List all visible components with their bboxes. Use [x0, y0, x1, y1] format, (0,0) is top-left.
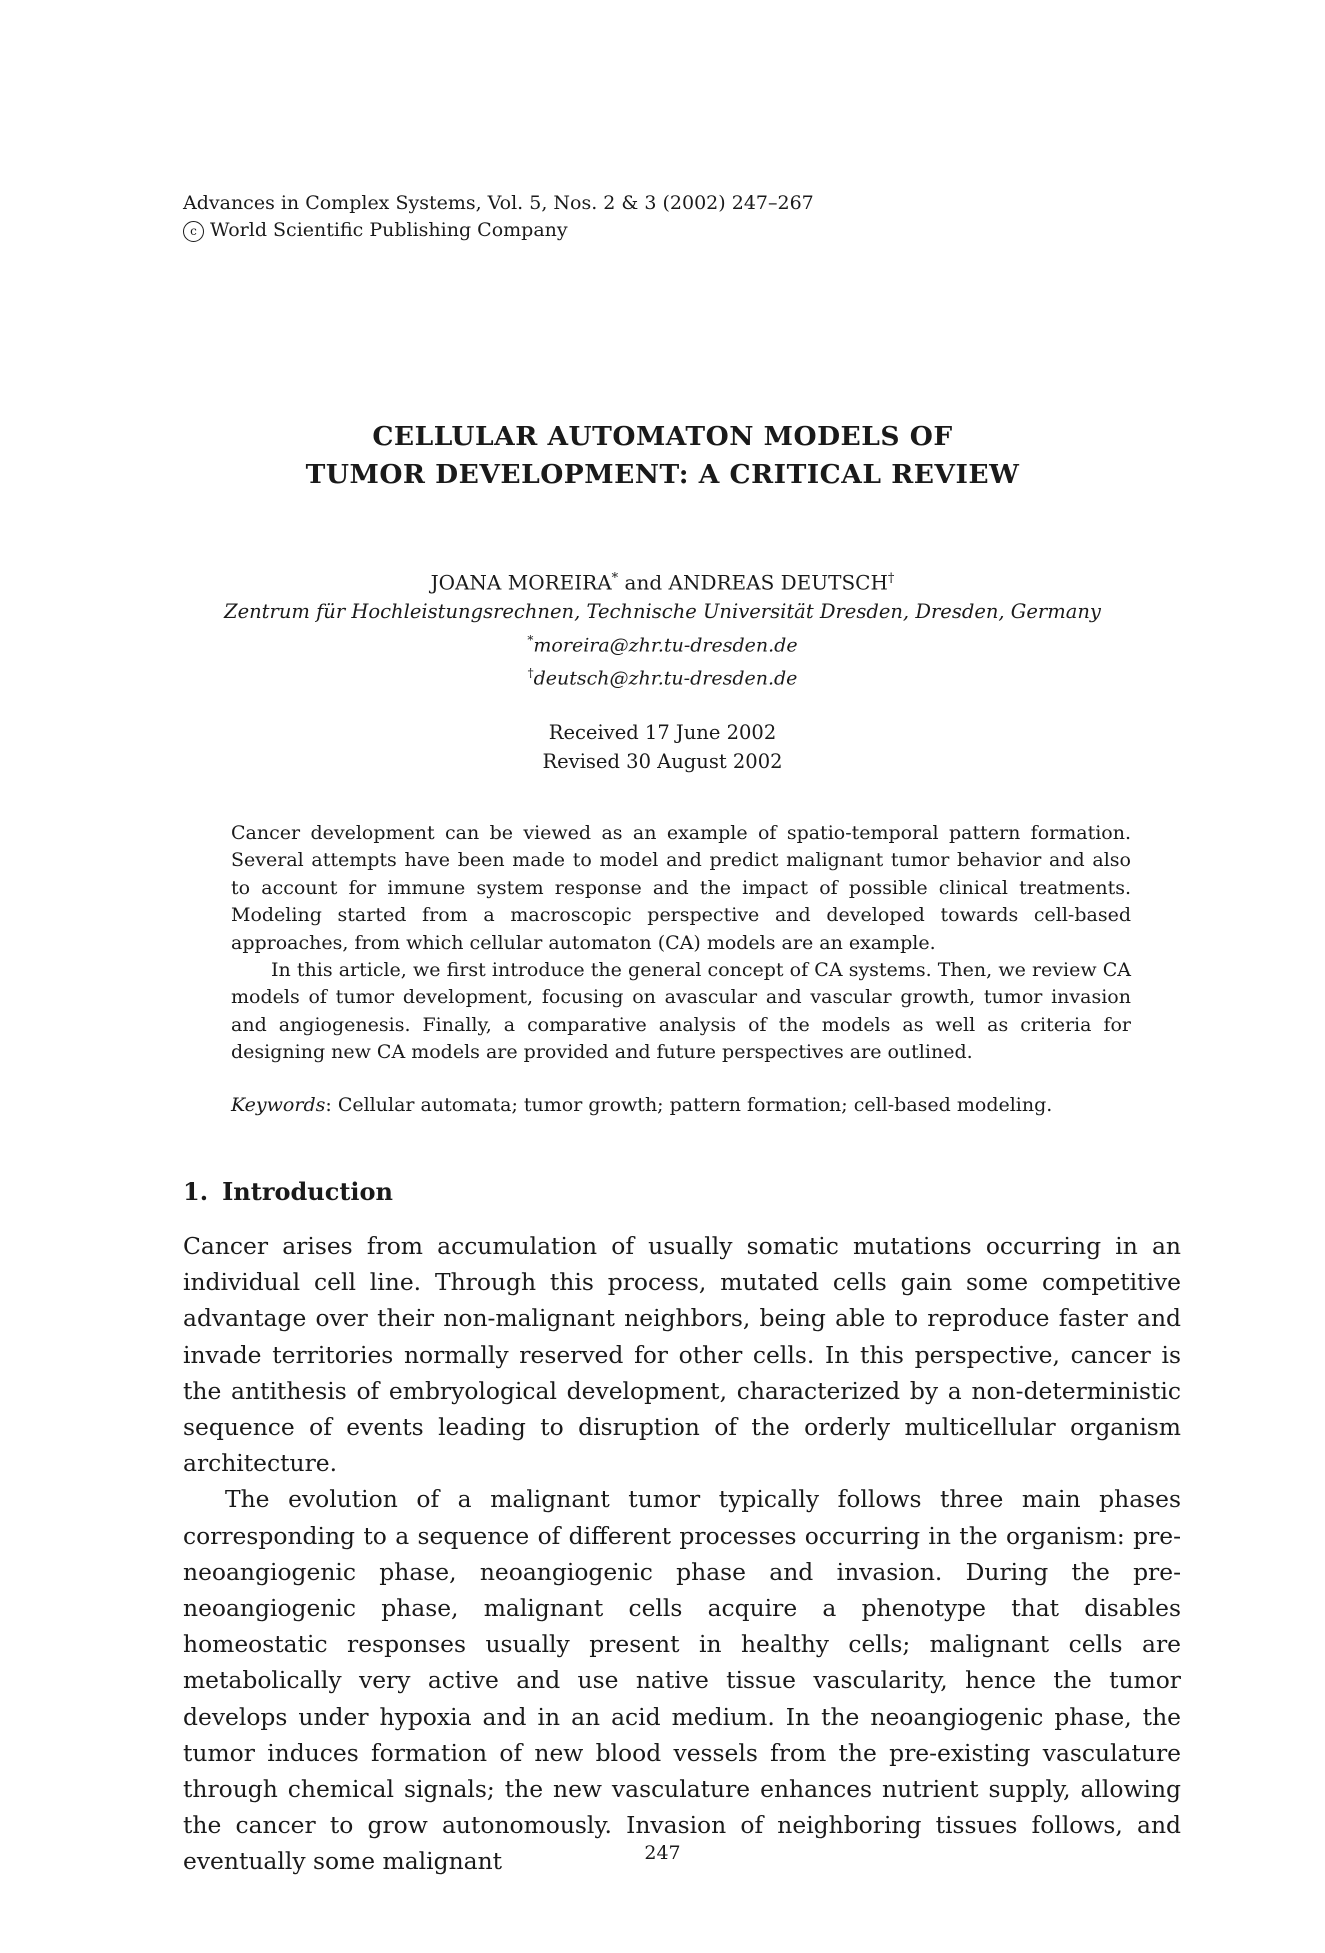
author-2: ANDREAS DEUTSCH [668, 570, 888, 595]
journal-citation: Advances in Complex Systems, Vol. 5, Nos. 2 & 3 (2002) 247–267 [183, 192, 814, 214]
author-conjunction: and [624, 570, 663, 595]
email-1-line [0, 626, 1325, 659]
title-line-1: CELLULAR AUTOMATON MODELS OF [372, 421, 953, 452]
keywords: Keywords: Cellular automata; tumor growth; pattern formation; cell-based modeling. [231, 1094, 1053, 1116]
submission-dates [0, 718, 1325, 776]
page-number: 247 [644, 1842, 681, 1864]
section-number: 1. [183, 1177, 209, 1206]
email-2-line [0, 659, 1325, 692]
abstract-paragraph-1: Cancer development can be viewed as an example of spatio-temporal pattern formation. Several attempts have been made to model and predict malignant tumor behavior and also to account for immune system response and the impact of possible clinical treatments. Modeling started from a macroscopic perspective and developed towards cell-based approaches, from which cellular automaton (CA) models are an example. [231, 822, 1131, 954]
author-2-mark: † [887, 571, 895, 586]
received-date: Received 17 June 2002 [548, 721, 777, 744]
author-emails [0, 626, 1325, 693]
abstract [231, 820, 1131, 1067]
email-2[interactable]: deutsch@zhr.tu-dresden.de [533, 667, 798, 690]
body-paragraph-1: Cancer arises from accumulation of usually somatic mutations occurring in an individual cell line. Through this process, mutated cells gain some competitive advantage over their non-malignant neighbors, being able to reproduce faster and invade territories normally reserved for other cells. In this perspective, cancer is the antithesis of embryological development, characterized by a non-deterministic sequence of events leading to disruption of the orderly multicellular organism architecture. [183, 1232, 1181, 1478]
publisher-name: World Scientific Publishing Company [210, 219, 568, 241]
body-paragraph-2: The evolution of a malignant tumor typically follows three main phases corresponding to a sequence of different processes occurring in the organism: pre-neoangiogenic phase, neoangiogenic phase and invasion. During the pre-neoangiogenic phase, malignant cells acquire a phenotype that disables homeostatic responses usually present in healthy cells; malignant cells are metabolically very active and use native tissue vascularity, hence the tumor develops under hypoxia and in an acid medium. In the neoangiogenic phase, the tumor induces formation of new blood vessels from the pre-existing vasculature through chemical signals; the new vasculature enhances nutrient supply, allowing the cancer to grow autonomously. Invasion of neighboring tissues follows, and eventually some malignant [183, 1485, 1181, 1876]
author-list [0, 565, 1325, 597]
email-1-mark: * [527, 633, 534, 647]
title-line-2: TUMOR DEVELOPMENT: A CRITICAL REVIEW [305, 459, 1020, 490]
abstract-paragraph-2: In this article, we first introduce the general concept of CA systems. Then, we review CA models of tumor development, focusing on avascular and vascular growth, tumor invasion and angiogenesis. Finally, a comparative analysis of the models as well as criteria for designing new CA models are provided and future perspectives are outlined. [231, 959, 1131, 1064]
paper-title [0, 418, 1325, 494]
keywords-text: Cellular automata; tumor growth; pattern formation; cell-based modeling. [337, 1094, 1053, 1116]
body-text [183, 1228, 1181, 1880]
journal-header [183, 190, 814, 244]
copyright-line [183, 217, 814, 244]
author-1-mark: * [611, 571, 619, 586]
keywords-label: Keywords [231, 1094, 326, 1116]
email-2-mark: † [527, 666, 534, 681]
revised-date: Revised 30 August 2002 [542, 750, 783, 773]
affiliation: Zentrum für Hochleistungsrechnen, Technische Universität Dresden, Dresden, Germany [224, 600, 1101, 623]
section-heading [183, 1175, 393, 1209]
author-1: JOANA MOREIRA [430, 570, 612, 595]
copyright-symbol: c [183, 221, 204, 242]
section-title: Introduction [222, 1177, 393, 1206]
email-1[interactable]: moreira@zhr.tu-dresden.de [533, 634, 798, 657]
